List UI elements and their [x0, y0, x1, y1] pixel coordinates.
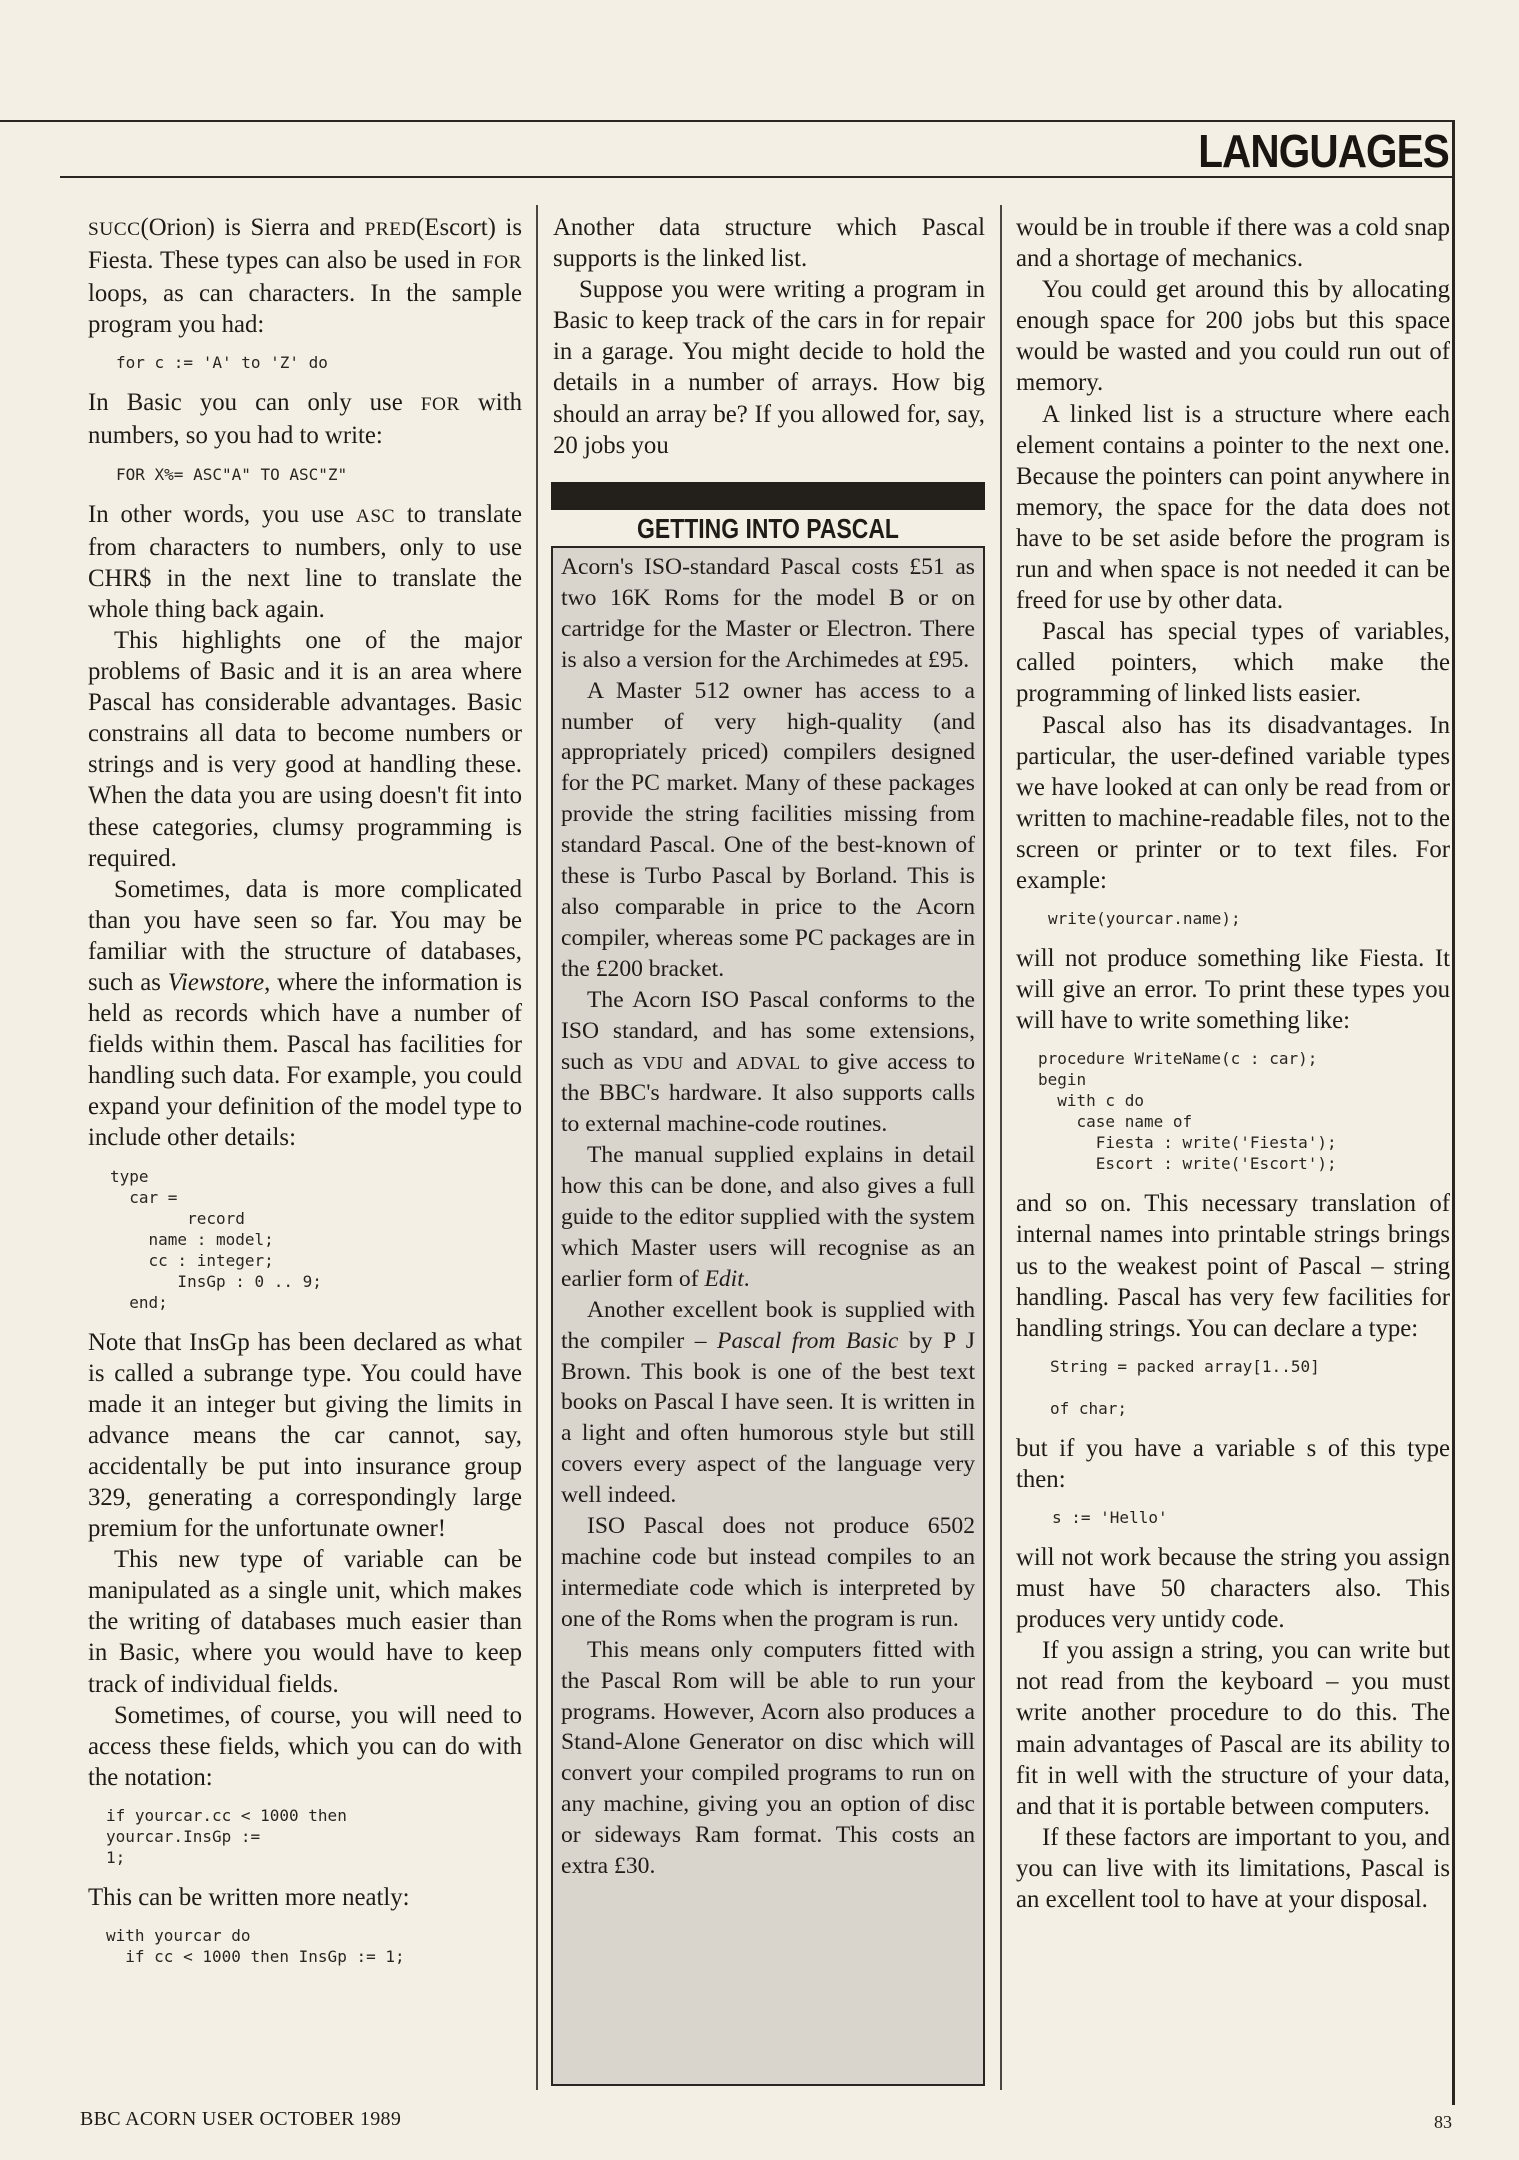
column-divider [1000, 205, 1002, 2090]
footer-publication: BBC ACORN USER OCTOBER 1989 [80, 2108, 402, 2130]
column-divider [536, 205, 538, 2090]
code-sample: FOR X%= ASC"A" TO ASC"Z" [116, 464, 348, 484]
section-title: LANGUAGES [1198, 125, 1449, 177]
box-title: GETTING INTO PASCAL [637, 513, 899, 544]
column-3 [1016, 212, 1450, 1915]
right-rule [1452, 120, 1455, 2105]
paragraph: but if you have a variable s of this type then: [1016, 1434, 1450, 1493]
column-1 [88, 212, 522, 1981]
paragraph: Sometimes, of course, you will need to access these fields, which you can do with the notation: [88, 1701, 522, 1791]
code-sample: procedure WriteName(c : car); begin with c do case name of Fiesta : write('Fiesta'); Escort : write('Escort'); [1038, 1049, 1337, 1174]
paragraph: A linked list is a structure where each element contains a pointer to the next one. Because the pointers can point anywhere in memory, the space for the data does not have to be set aside before the program is run and when space is not needed it can be freed for use by other data. [1016, 400, 1450, 615]
box-body [551, 546, 985, 2086]
box-header-bar [551, 482, 985, 510]
paragraph: The Acorn ISO Pascal conforms to the ISO standard, and has some extensions, such as VDU and ADVAL to give access to the BBC's hardware. It also supports calls to external machine-code routines. [561, 986, 975, 1138]
paragraph: will not produce something like Fiesta. It will give an error. To print these types you will have to write something like: [1016, 945, 1450, 1035]
paragraph: Sometimes, data is more complicated than you have seen so far. You may be familiar with the structure of databases, such as Viewstore, where the information is held as records which have a number of fields within them. Pascal has facilities for handling such data. For example, you could expand your definition of the model type to include other details: [88, 875, 522, 1152]
page-number: 83 [1434, 2112, 1452, 2132]
paragraph: In other words, you use ASC to translate from characters to numbers, only to use CHR$ in the next line to translate the whole thing back again. [88, 500, 522, 623]
paragraph: This highlights one of the major problems of Basic and it is an area where Pascal has considerable advantages. Basic constrains all data to become numbers or strings and is very good at handling these. When the data you are using doesn't fit into these categories, clumsy programming is required. [88, 626, 522, 872]
paragraph: SUCC(Orion) is Sierra and PRED(Escort) is Fiesta. These types can also be used in FOR loops, as can characters. In the sample program you had: [88, 214, 523, 339]
column-2 [553, 212, 985, 461]
paragraph: Suppose you were writing a program in Basic to keep track of the cars in for repair in a garage. You might decide to hold the details in a number of arrays. How big should an array be? If you allowed for, say, 20 jobs you [553, 276, 985, 459]
code-sample: write(yourcar.name); [1048, 909, 1241, 929]
paragraph: This can be written more neatly: [88, 1883, 410, 1911]
paragraph: ISO Pascal does not produce 6502 machine code but instead compiles to an intermediate code which is interpreted by one of the Roms when the program is run. [561, 1513, 975, 1632]
paragraph: Another data structure which Pascal supports is the linked list. [553, 214, 985, 273]
paragraph: Note that InsGp has been declared as what is called a subrange type. You could have made it an integer but giving the limits in advance means the car cannot, say, accidentally be put into insurance group 329, generating a correspondingly large premium for the unfortunate owner! [88, 1328, 522, 1543]
paragraph: and so on. This necessary translation of internal names into printable strings brings us to the weakest point of Pascal – string handling. Pascal has very few facilities for handling strings. You can declare a type: [1016, 1190, 1450, 1342]
paragraph: A Master 512 owner has access to a number of very high-quality (and appropriately priced) compilers designed for the PC market. Many of these packages provide the string facilities missing from standard Pascal. One of the best-known of these is Turbo Pascal by Borland. This is also comparable in price to the Acorn compiler, whereas some PC packages are in the £200 bracket. [561, 677, 975, 982]
top-rule [0, 120, 1455, 122]
paragraph: You could get around this by allocating enough space for 200 jobs but this space would be wasted and you could run out of memory. [1016, 276, 1450, 397]
paragraph: Acorn's ISO-standard Pascal costs £51 as two 16K Roms for the model B or on cartridge for the Master or Electron. There is also a version for the Archimedes at £95. [561, 554, 975, 673]
sidebar-box [551, 482, 985, 2094]
code-sample: if yourcar.cc < 1000 then yourcar.InsGp := 1; [106, 1805, 347, 1867]
code-sample: String = packed array[1..50] of char; [1050, 1356, 1320, 1418]
paragraph: If these factors are important to you, and you can live with its limitations, Pascal is an excellent tool to have at your disposal. [1016, 1823, 1450, 1914]
paragraph: If you assign a string, you can write but not read from the keyboard – you must write another procedure to do this. The main advantages of Pascal are its ability to fit in well with the structure of your data, and that it is portable between computers. [1016, 1637, 1450, 1820]
code-sample: with yourcar do if cc < 1000 then InsGp := 1; [106, 1926, 405, 1967]
paragraph: This means only computers fitted with the Pascal Rom will be able to run your programs. However, Acorn also produces a Stand-Alone Generator on disc which will convert your compiled programs to run on any machine, giving you an option of disc or sideways Ram format. This costs an extra £30. [561, 1636, 975, 1880]
code-sample: s := 'Hello' [1052, 1508, 1168, 1527]
paragraph: The manual supplied explains in detail how this can be done, and also gives a full guide to the editor supplied with the system which Master users will recognise as an earlier form of Edit. [561, 1142, 975, 1292]
code-sample: for c := 'A' to 'Z' do [116, 353, 328, 373]
paragraph: will not work because the string you assign must have 50 characters also. This produces very untidy code. [1016, 1544, 1450, 1634]
paragraph: Another excellent book is supplied with the compiler – Pascal from Basic by P J Brown. This book is one of the best text books on Pascal I have seen. It is written in a light and often humorous style but still covers every aspect of the language very well indeed. [561, 1296, 975, 1509]
paragraph: would be in trouble if there was a cold snap and a shortage of mechanics. [1016, 214, 1450, 273]
paragraph: Pascal has special types of variables, called pointers, which make the programming of linked lists easier. [1016, 618, 1450, 708]
paragraph: Pascal also has its disadvantages. In particular, the user-defined variable types we have looked at can only be read from or written to machine-readable files, not to the screen or printer or to text files. For example: [1016, 711, 1450, 894]
code-sample: type car = record name : model; cc : integer; InsGp : 0 .. 9; end; [110, 1166, 322, 1312]
paragraph: In Basic you can only use FOR with numbers, so you had to write: [88, 389, 522, 450]
paragraph: This new type of variable can be manipulated as a single unit, which makes the writing of databases much easier than in Basic, where you would have to keep track of individual fields. [88, 1546, 522, 1698]
